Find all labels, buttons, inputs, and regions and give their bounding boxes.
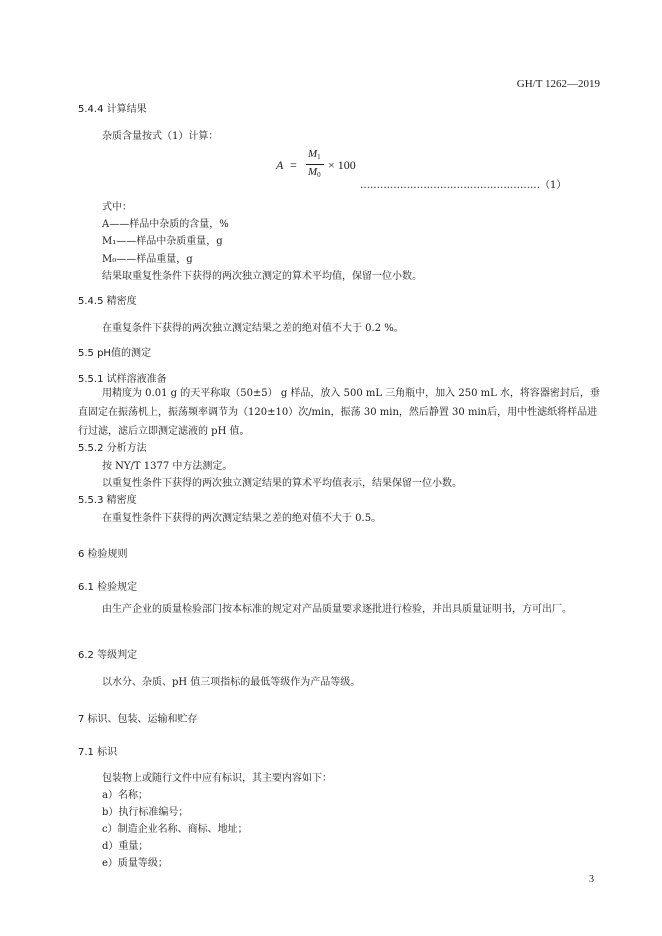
formula-equals: = [290,158,297,172]
section-7-1-intro: 包装物上或随行文件中应有标识，其主要内容如下： [102,773,332,784]
page-number: 3 [589,874,594,885]
equation-number-leader: ………………………………………………（1） [360,180,567,191]
section-6-1-heading: 6.1 检验规定 [78,582,138,593]
formula-1 [276,148,366,184]
section-5-4-4-heading: 5.4.4 计算结果 [78,104,147,115]
section-5-5-2-line2: 以重复性条件下获得的两次独立测定结果的算术平均值表示，结果保留一位小数。 [102,478,462,489]
formula-numerator: $M_1$ [308,148,321,161]
document-code-header: GH/T 1262—2019 [516,78,600,90]
section-5-5-heading: 5.5 pH值的测定 [78,348,151,359]
list-item: b）执行标准编号； [102,807,189,818]
chapter-6-heading: 6 检验规则 [78,549,128,560]
definition-m0: M₀——样品重量，g [102,254,193,265]
section-7-1-heading: 7.1 标识 [78,747,118,758]
section-5-5-1-text: 用精度为 0.01 g 的天平称取（50±5） g 样品，放入 500 mL 三角瓶中，加入 250 mL 水，将容器密封后，垂直固定在振荡机上，振荡频率调节为（120±10）次/min，振荡 30 min，然后静置 30 min后，用中性滤纸将样品进行过滤，滤后立即测定滤液的 pH 值。 [78,388,600,437]
list-item: d）重量； [102,841,149,852]
formula-denominator: $M_0$ [308,166,321,179]
section-5-5-3-heading: 5.5.3 精密度 [78,495,137,506]
formula-multiplier: × 100 [328,158,356,172]
result-note: 结果取重复性条件下获得的两次独立测定的算术平均值，保留一位小数。 [102,271,422,282]
section-6-2-heading: 6.2 等级判定 [78,650,138,661]
section-5-5-1-heading: 5.5.1 试样溶液准备 [78,374,167,385]
equation-number: （1） [540,180,567,191]
formula-intro: 杂质含量按式（1）计算： [102,131,219,142]
formula-lhs: A [276,158,284,172]
section-6-1-text: 由生产企业的质量检验部门按本标准的规定对产品质量要求逐批进行检验，并出具质量证明书，方可出厂。 [102,604,572,615]
definition-a: A——样品中杂质的含量，% [102,219,229,230]
list-item: a）名称； [102,790,148,801]
definition-m1: M₁——样品中杂质重量，g [102,236,223,247]
section-5-5-3-text: 在重复性条件下获得的两次测定结果之差的绝对值不大于 0.5。 [102,513,382,524]
list-item: e）质量等级； [102,858,168,869]
chapter-7-heading: 7 标识、包装、运输和贮存 [78,714,198,725]
where-label: 式中： [102,202,132,213]
section-5-5-2-line1: 按 NY/T 1377 中方法测定。 [102,461,233,472]
section-6-2-text: 以水分、杂质、pH 值三项指标的最低等级作为产品等级。 [102,677,361,688]
list-item: c）制造企业名称、商标、地址； [102,824,248,835]
fraction-bar [306,164,324,165]
section-5-5-2-heading: 5.5.2 分析方法 [78,443,147,454]
section-5-4-5-heading: 5.4.5 精密度 [78,296,137,307]
section-5-4-5-text: 在重复条件下获得的两次独立测定结果之差的绝对值不大于 0.2 %。 [102,323,404,334]
